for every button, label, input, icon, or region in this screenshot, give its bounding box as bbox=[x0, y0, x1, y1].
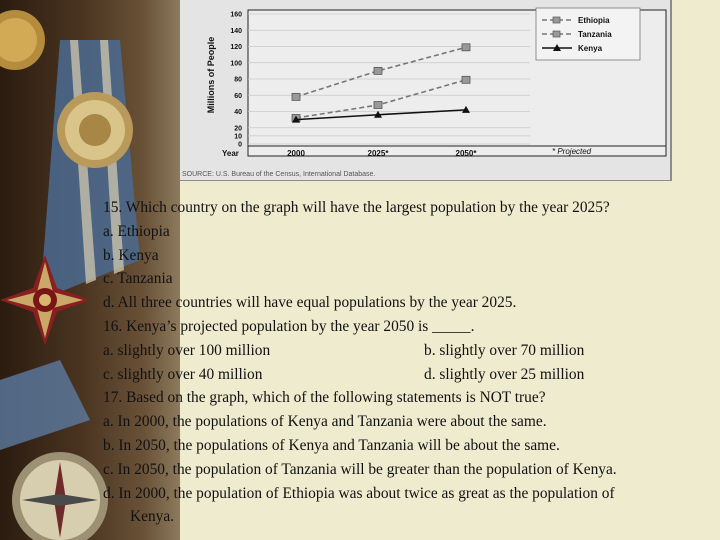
y-tick-label: 100 bbox=[230, 60, 242, 68]
projected-note: * Projected bbox=[552, 147, 592, 156]
y-axis-label: Millions of People bbox=[206, 36, 216, 114]
question-17: 17. Based on the graph, which of the following statements is NOT true? bbox=[103, 389, 546, 407]
population-line-chart bbox=[180, 0, 672, 181]
q16-row-2 bbox=[103, 363, 715, 387]
y-tick-label: 160 bbox=[230, 11, 242, 19]
legend-marker bbox=[553, 31, 560, 37]
y-tick-label: 0 bbox=[238, 141, 242, 149]
data-point-ethiopia bbox=[374, 67, 382, 74]
legend-label: Tanzania bbox=[578, 30, 612, 39]
q15-option-d: d. All three countries will have equal populations by the year 2025. bbox=[103, 294, 517, 312]
y-tick-label: 80 bbox=[234, 76, 242, 84]
q17-option-a: a. In 2000, the populations of Kenya and Tanzania were about the same. bbox=[103, 413, 547, 431]
q15-option-b: b. Kenya bbox=[103, 246, 159, 264]
q17-option-d: d. In 2000, the population of Ethiopia was about twice as great as the population of bbox=[103, 484, 615, 502]
legend-label: Kenya bbox=[578, 44, 603, 53]
data-point-ethiopia bbox=[462, 44, 470, 51]
data-point-tanzania bbox=[374, 102, 382, 109]
q17-option-c: c. In 2050, the population of Tanzania will be greater than the population of Kenya. bbox=[103, 460, 617, 478]
question-16: 16. Kenya’s projected population by the year 2050 is _____. bbox=[103, 317, 475, 335]
data-point-tanzania bbox=[462, 76, 470, 83]
data-point-ethiopia bbox=[292, 93, 300, 100]
x-tick-label: 2000 bbox=[287, 149, 305, 158]
y-tick-label: 10 bbox=[234, 133, 242, 141]
y-tick-label: 20 bbox=[234, 125, 242, 133]
y-tick-label: 120 bbox=[230, 44, 242, 51]
legend-label: Ethiopia bbox=[578, 16, 610, 25]
q17-option-d-continued: Kenya. bbox=[130, 508, 175, 526]
legend-marker bbox=[553, 17, 560, 23]
x-tick-label: 2050* bbox=[455, 149, 477, 158]
q15-option-c: c. Tanzania bbox=[103, 270, 173, 288]
question-15: 15. Which country on the graph will have the largest population by the year 2025? bbox=[103, 199, 610, 216]
source-note: SOURCE: U.S. Bureau of the Census, International Database. bbox=[182, 171, 376, 178]
y-tick-label: 60 bbox=[234, 92, 242, 100]
q16-option-c: c. slightly over 40 million bbox=[103, 365, 263, 383]
y-tick-label: 140 bbox=[230, 27, 242, 35]
q16-option-b: b. slightly over 70 million bbox=[424, 341, 585, 359]
q16-option-d: d. slightly over 25 million bbox=[424, 365, 585, 383]
x-tick-label: 2025* bbox=[367, 149, 389, 158]
q17-option-b: b. In 2050, the populations of Kenya and Tanzania will be about the same. bbox=[103, 436, 560, 454]
q15-option-a: a. Ethiopia bbox=[103, 222, 170, 240]
q16-row-1 bbox=[103, 339, 715, 363]
q16-option-a: a. slightly over 100 million bbox=[103, 341, 271, 359]
y-tick-label: 40 bbox=[234, 109, 242, 116]
chart-svg bbox=[180, 0, 670, 180]
x-axis-label: Year bbox=[222, 149, 239, 158]
question-list bbox=[103, 196, 715, 529]
